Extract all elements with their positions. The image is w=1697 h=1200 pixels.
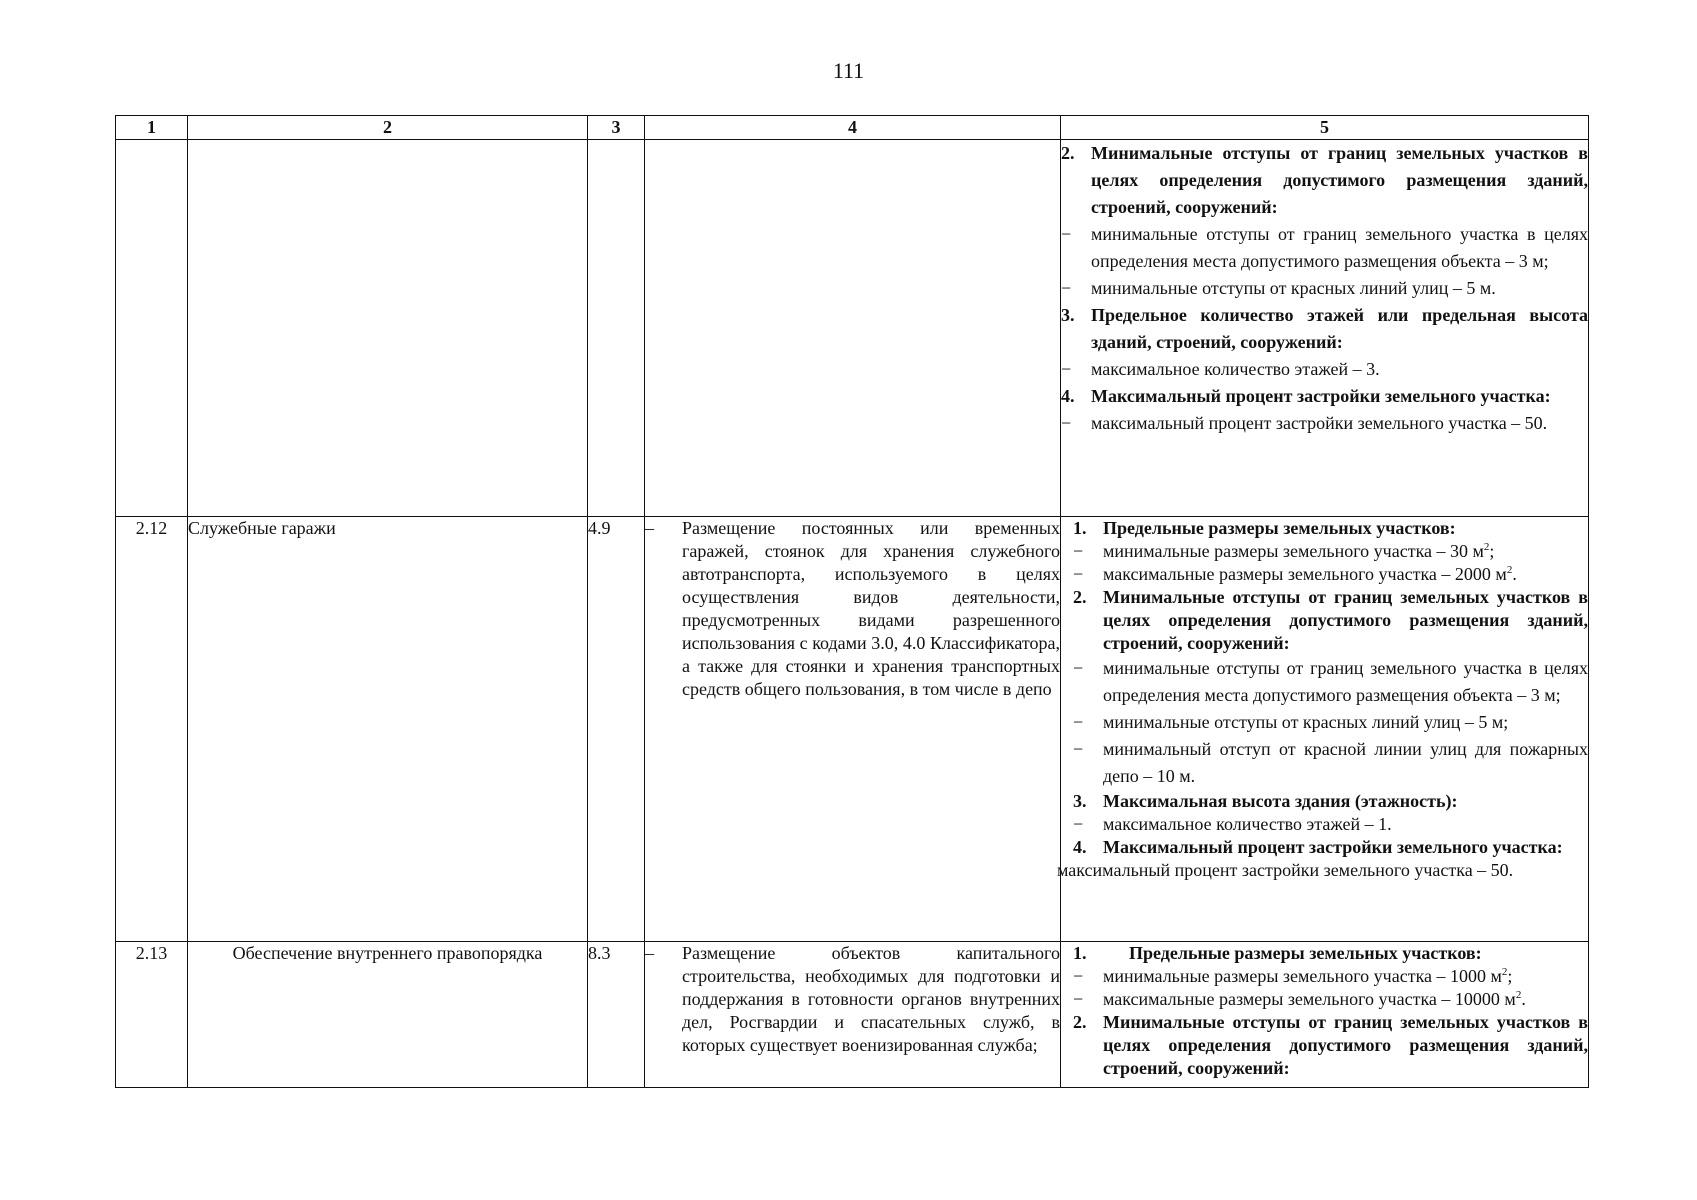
row1-code (588, 140, 645, 517)
header-col-1: 1 (116, 116, 188, 140)
row1-num (116, 140, 188, 517)
param-heading (1061, 836, 1588, 859)
row2-params-list (1061, 517, 1588, 859)
param-text (1091, 383, 1588, 410)
param-heading (1061, 586, 1588, 655)
superscript: 2 (1483, 541, 1490, 553)
regulations-table (115, 115, 1589, 1088)
row2-desc (645, 517, 1061, 942)
dash-marker: − (1073, 966, 1084, 986)
param-text (1103, 836, 1588, 859)
dash-marker: − (1073, 989, 1084, 1009)
param-text-main: минимальные размеры земельного участка – 1000 м (1103, 966, 1502, 986)
row2-params-tail: максимальный процент застройки земельного участка – 50. (1057, 860, 1514, 880)
dash-marker: – (645, 518, 654, 538)
header-col-5: 5 (1061, 116, 1589, 140)
param-text-tail: ; (1489, 541, 1495, 561)
param-text (1091, 356, 1588, 383)
param-text (1091, 140, 1588, 221)
param-text-main: Минимальные отступы от границ земельных участков в целях определения допустимого размещения зданий, строений, сооружений: (1103, 1012, 1588, 1078)
param-item (1061, 563, 1588, 586)
page-number: 111 (832, 58, 865, 83)
param-heading (1061, 140, 1588, 221)
param-heading (1061, 942, 1588, 965)
param-text (1103, 942, 1588, 965)
dash-marker: − (1073, 739, 1084, 759)
param-text-main: минимальные отступы от красных линий улиц – 5 м. (1091, 278, 1496, 298)
row3-code: 8.3 (588, 942, 645, 1088)
header-row (116, 116, 1589, 140)
row2-desc-item (645, 517, 1060, 701)
dash-marker: − (1073, 658, 1084, 678)
dash-marker: − (1061, 359, 1072, 379)
dash-marker: − (1061, 413, 1072, 433)
param-number: 1. (1073, 518, 1087, 538)
row1-desc (645, 140, 1061, 517)
param-number: 3. (1073, 791, 1087, 811)
row2-desc-text: Размещение постоянных или временных гаражей, стоянок для хранения служебного автотранспорта, используемого в целях осуществления видов деятельности, предусмотренных видами разрешенного использования с кодами 3.0, 4.0 Классификатора, а также для стоянки и хранения транспортных средств общего пользования, в том числе в депо (682, 518, 1060, 699)
param-number: 2. (1073, 1012, 1087, 1032)
param-heading (1061, 790, 1588, 813)
table-row-2-12 (116, 517, 1589, 942)
superscript: 2 (1501, 966, 1508, 978)
dash-marker: − (1061, 278, 1072, 298)
superscript: 2 (1515, 989, 1522, 1001)
header-col-3: 3 (588, 116, 645, 140)
param-text (1103, 540, 1588, 563)
param-text (1103, 655, 1588, 709)
header-col-2: 2 (188, 116, 588, 140)
param-text (1103, 790, 1588, 813)
param-text-main: минимальные отступы от красных линий улиц – 5 м; (1103, 712, 1509, 732)
param-text-main: максимальные размеры земельного участка – 10000 м (1103, 989, 1516, 1009)
param-text-main: максимальное количество этажей – 3. (1091, 359, 1380, 379)
dash-marker: − (1073, 712, 1084, 732)
param-text (1103, 586, 1588, 655)
row3-num: 2.13 (116, 942, 188, 1088)
param-heading (1061, 383, 1588, 410)
param-text-main: минимальные размеры земельного участка – 30 м (1103, 541, 1484, 561)
row3-desc-text: Размещение объектов капитального строительства, необходимых для подготовки и поддержания в готовности органов внутренних дел, Росгвардии и спасательных служб, в которых существует военизированная служба; (682, 943, 1060, 1055)
param-text-main: минимальные отступы от границ земельного участка в целях определения места допустимого размещения объекта – 3 м; (1103, 658, 1588, 705)
dash-marker: − (1073, 814, 1084, 834)
param-text-main: Минимальные отступы от границ земельных участков в целях определения допустимого размещения зданий, строений, сооружений: (1103, 587, 1588, 653)
param-item (1061, 813, 1588, 836)
row2-code: 4.9 (588, 517, 645, 942)
param-text-tail: . (1512, 564, 1517, 584)
dash-marker: – (645, 943, 654, 963)
dash-marker: − (1061, 224, 1072, 244)
param-text (1103, 965, 1588, 988)
row3-desc-item (645, 942, 1060, 1057)
param-text-main: Предельные размеры земельных участков: (1129, 943, 1482, 963)
param-item (1061, 709, 1588, 736)
superscript: 2 (1506, 564, 1513, 576)
table-row-continued (116, 140, 1589, 517)
param-number: 4. (1061, 386, 1075, 406)
row1-params (1061, 140, 1589, 517)
param-text-main: Предельное количество этажей или предельная высота зданий, строений, сооружений: (1091, 305, 1588, 352)
param-text (1091, 410, 1588, 437)
dash-marker: − (1073, 541, 1084, 561)
param-number: 4. (1073, 837, 1087, 857)
row1-params-list (1061, 140, 1588, 437)
param-heading (1061, 1011, 1588, 1080)
param-item (1061, 988, 1588, 1011)
param-text-main: минимальные отступы от границ земельного участка в целях определения места допустимого размещения объекта – 3 м; (1091, 224, 1588, 271)
param-item (1061, 965, 1588, 988)
param-text (1103, 813, 1588, 836)
param-number: 3. (1061, 305, 1075, 325)
param-text-main: максимальное количество этажей – 1. (1103, 814, 1392, 834)
param-item (1061, 356, 1588, 383)
param-item (1061, 736, 1588, 790)
param-text (1103, 709, 1588, 736)
row3-params-list (1061, 942, 1588, 1080)
param-item (1061, 275, 1588, 302)
row2-params (1057, 517, 1589, 942)
param-item (1061, 221, 1588, 275)
param-text-tail: ; (1507, 966, 1513, 986)
param-number: 1. (1073, 943, 1087, 963)
param-text-main: Максимальная высота здания (этажность): (1103, 791, 1458, 811)
row2-num: 2.12 (116, 517, 188, 942)
param-text-tail: . (1521, 989, 1526, 1009)
param-text (1091, 221, 1588, 275)
param-text-main: Минимальные отступы от границ земельных участков в целях определения допустимого размещения зданий, строений, сооружений: (1091, 143, 1588, 217)
param-text-main: Предельные размеры земельных участков: (1103, 518, 1456, 538)
param-text-main: Максимальный процент застройки земельного участка: (1103, 837, 1563, 857)
param-text-main: максимальный процент застройки земельного участка – 50. (1091, 413, 1548, 433)
param-item (1061, 655, 1588, 709)
header-col-4: 4 (645, 116, 1061, 140)
param-text-main: минимальный отступ от красной линии улиц для пожарных депо – 10 м. (1103, 739, 1588, 786)
param-item (1061, 410, 1588, 437)
param-number: 2. (1061, 143, 1075, 163)
param-text (1091, 302, 1588, 356)
row1-name (188, 140, 588, 517)
table-row-2-13 (116, 942, 1589, 1088)
row3-desc (645, 942, 1061, 1088)
param-text-main: Максимальный процент застройки земельного участка: (1091, 386, 1551, 406)
param-text (1103, 736, 1588, 790)
param-text (1103, 563, 1588, 586)
dash-marker: − (1073, 564, 1084, 584)
param-number: 2. (1073, 587, 1087, 607)
param-item (1061, 540, 1588, 563)
param-heading (1061, 302, 1588, 356)
row3-params (1061, 942, 1589, 1088)
param-text (1091, 275, 1588, 302)
row3-name: Обеспечение внутреннего правопорядка (188, 942, 588, 1088)
param-heading (1061, 517, 1588, 540)
param-text-main: максимальные размеры земельного участка – 2000 м (1103, 564, 1507, 584)
param-text (1103, 988, 1588, 1011)
param-text (1103, 1011, 1588, 1080)
row2-name: Служебные гаражи (188, 517, 588, 942)
param-text (1103, 517, 1588, 540)
